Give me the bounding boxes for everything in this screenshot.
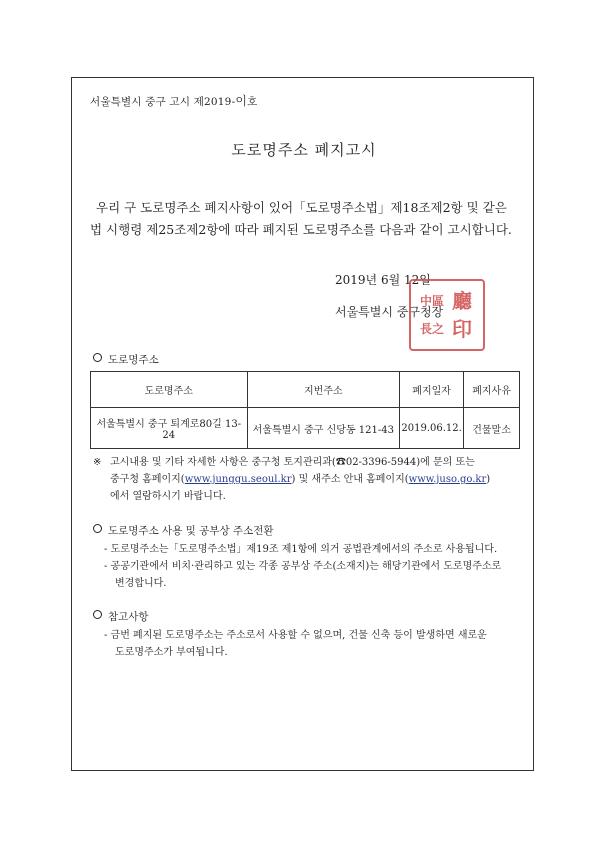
note-line: 에서 열람하시기 바랍니다. [110,491,226,502]
juso-homepage-link[interactable]: www.juso.go.kr [408,474,487,485]
circle-bullet-icon [93,610,102,619]
column-header: 폐지일자 [400,372,464,408]
seal-char: 長之 [419,322,444,336]
notice-number-handwritten: 이 [235,94,248,108]
issuer-name: 서울특별시 중구청장 [335,305,444,319]
notice-date: 2019년 6월 12일 [335,273,431,287]
seal-char: 中區 [419,294,444,308]
list-item: - 공공기관에서 비치·관리하고 있는 각종 공부상 주소(소재지)는 해당기관에서 도로명주소로 [104,561,502,572]
seal-char: 廳 [452,289,472,313]
notice-body: 우리 구 도로명주소 폐지사항이 있어「도로명주소법」제18조제2항 및 같은 법 시행령 제25조제2항에 따라 폐지된 도로명주소를 다음과 같이 고시합니다. [90,200,512,237]
reference-list [104,627,514,661]
section-heading-label: 도로명주소 [108,354,159,366]
list-item: - 도로명주소는「도로명주소법」제19조 제1항에 의거 공법관계에서의 주소로 사용됩니다. [104,544,498,555]
notice-number-prefix: 서울특별시 중구 고시 제2019- [90,96,236,108]
page-title: 도로명주소 폐지고시 [231,141,377,159]
junggu-homepage-link[interactable]: www.junggu.seoul.kr [184,474,292,485]
reference-mark: ※ [93,457,102,468]
section-heading-label: 도로명주소 사용 및 공부상 주소전환 [108,525,274,537]
section-road-address-heading [93,352,159,367]
table-cell-abolish-reason: 건물말소 [464,408,520,449]
inquiry-note [93,454,513,505]
section-heading-label: 참고사항 [108,611,149,623]
table-row [91,408,520,449]
circle-bullet-icon [93,353,102,362]
note-line: ) 및 새주소 안내 홈페이지( [291,474,409,485]
column-header: 폐지사유 [464,372,520,408]
circle-bullet-icon [93,524,102,533]
table-cell-road-address: 서울특별시 중구 퇴계로80길 13-24 [91,408,248,449]
seal-char: 印 [452,317,472,341]
column-header: 도로명주소 [91,372,248,408]
table-header-row [91,372,520,408]
note-line: 고시내용 및 기타 자세한 사항은 중구청 토지관리과(☎02-3396-5944)에 문의 또는 [110,457,475,468]
address-usage-list [104,541,514,592]
list-item-continuation: 변경합니다. [115,578,167,589]
note-line: ) [486,474,491,485]
official-seal-stamp [409,279,485,351]
section-reference-heading [93,609,149,624]
section-address-usage-heading [93,523,274,538]
column-header: 지번주소 [247,372,400,408]
table-cell-lot-address: 서울특별시 중구 신당동 121-43 [247,408,400,449]
list-item: - 금번 폐지된 도로명주소는 주소로서 사용할 수 없으며, 건물 신축 등이 발생하면 새로운 [104,630,487,641]
list-item-continuation: 도로명주소가 부여됩니다. [115,647,228,658]
note-line: 중구청 홈페이지( [110,474,185,485]
table-cell-abolish-date: 2019.06.12. [400,408,464,449]
notice-number-suffix: 호 [247,96,258,108]
address-table [90,371,520,449]
notice-number [90,92,257,109]
